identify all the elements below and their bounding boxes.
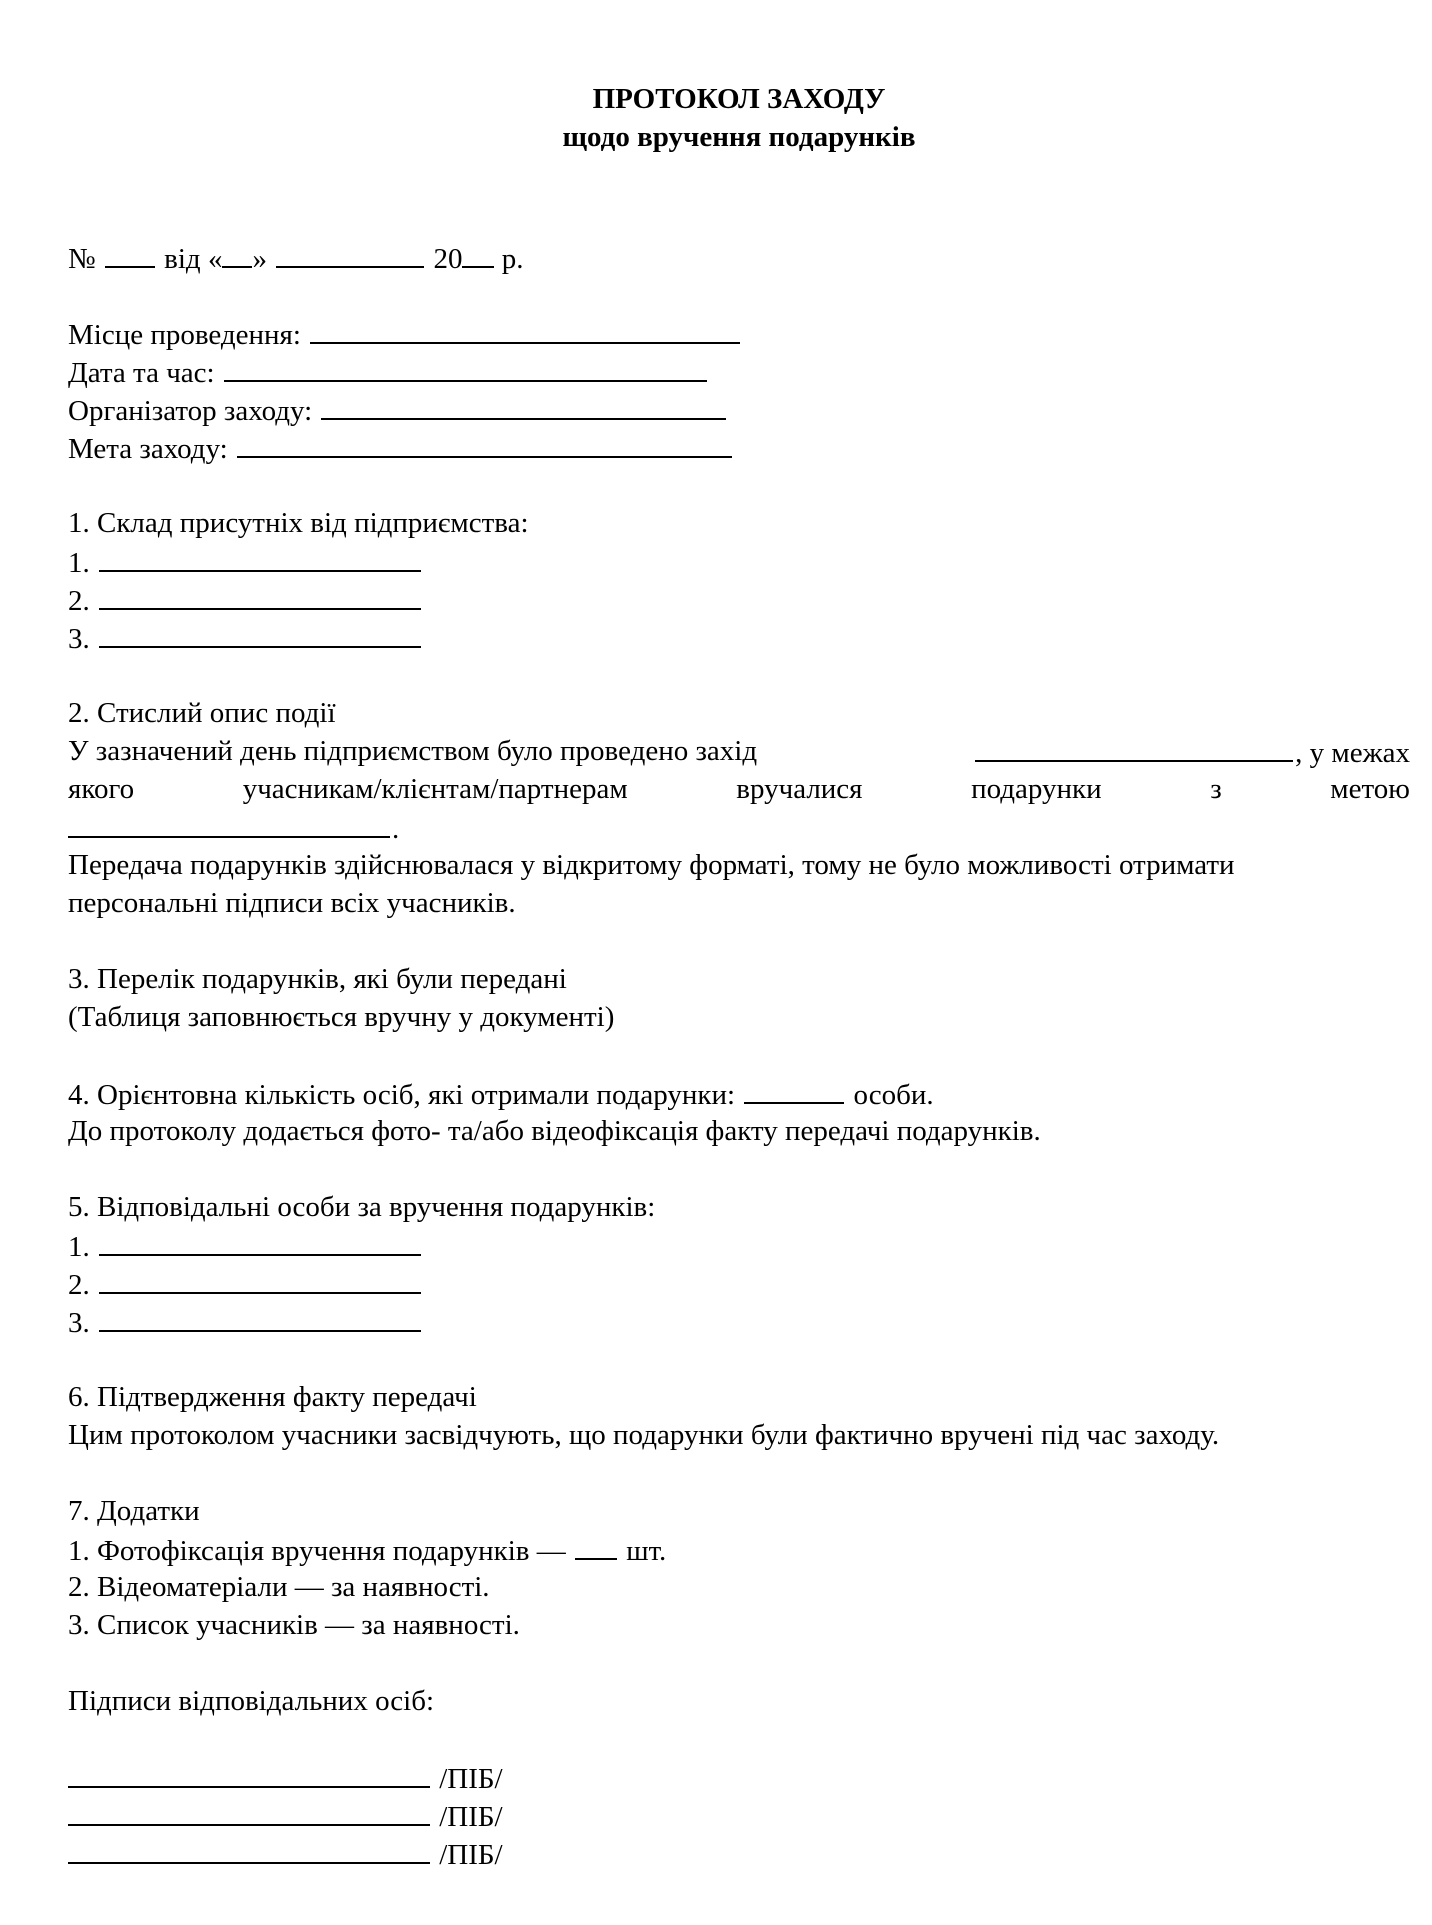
section3-note: (Таблиця заповнюється вручну у документі) bbox=[68, 1001, 615, 1033]
item-number: 2. bbox=[68, 585, 90, 617]
year-prefix: 20 bbox=[433, 243, 463, 275]
section5-item bbox=[68, 1226, 423, 1264]
field-label: Організатор заходу: bbox=[68, 395, 313, 427]
field-organizer bbox=[68, 390, 728, 428]
word: з bbox=[1210, 773, 1222, 805]
attachment-text: шт. bbox=[626, 1535, 667, 1567]
number-blank[interactable] bbox=[105, 238, 155, 268]
photo-count-blank[interactable] bbox=[575, 1530, 617, 1560]
section7-item: 3. Список учасників — за наявності. bbox=[68, 1609, 520, 1641]
signature-label: /ПІБ/ bbox=[439, 1763, 503, 1795]
datetime-blank[interactable] bbox=[224, 352, 707, 382]
year-blank[interactable] bbox=[462, 238, 494, 268]
number-label: № bbox=[68, 243, 96, 275]
attachment-text: 1. Фотофіксація вручення подарунків — bbox=[68, 1535, 566, 1567]
word: якого bbox=[68, 773, 135, 805]
title-block bbox=[68, 80, 1410, 156]
section2-line4: Передача подарунків здійснювалася у відкритому форматі, тому не було можливості отримати bbox=[68, 849, 1235, 881]
section3-heading: 3. Перелік подарунків, які були передані bbox=[68, 963, 567, 995]
section4-text: 4. Орієнтовна кількість осіб, які отримали подарунки: bbox=[68, 1079, 736, 1111]
description-text: , у межах bbox=[1295, 737, 1410, 769]
field-datetime bbox=[68, 352, 709, 390]
section2-line3 bbox=[68, 808, 399, 846]
item-number: 2. bbox=[68, 1269, 90, 1301]
signature-blank[interactable] bbox=[68, 1834, 430, 1864]
purpose-blank[interactable] bbox=[237, 428, 732, 458]
description-text: У зазначений день підприємством було проведено захід bbox=[68, 735, 758, 767]
from-label: від bbox=[164, 243, 201, 275]
section6-text: Цим протоколом учасники засвідчують, що подарунки були фактично вручені під час заходу. bbox=[68, 1419, 1220, 1451]
section4-line bbox=[68, 1074, 934, 1112]
organizer-blank[interactable] bbox=[321, 390, 726, 420]
field-location bbox=[68, 314, 742, 352]
document-subtitle: щодо вручення подарунків bbox=[562, 121, 916, 153]
signatures-heading: Підписи відповідальних осіб: bbox=[68, 1685, 435, 1717]
description-text: . bbox=[392, 813, 400, 845]
section2-line5: персональні підписи всіх учасників. bbox=[68, 887, 516, 919]
item-number: 3. bbox=[68, 1307, 90, 1339]
responsible-blank[interactable] bbox=[99, 1302, 421, 1332]
signature-label: /ПІБ/ bbox=[439, 1839, 503, 1871]
attendee-blank[interactable] bbox=[99, 580, 421, 610]
section6-heading: 6. Підтвердження факту передачі bbox=[68, 1381, 477, 1413]
signature-row bbox=[68, 1758, 503, 1796]
section4-note: До протоколу додається фото- та/або відеофіксація факту передачі подарунків. bbox=[68, 1115, 1041, 1147]
document-title: ПРОТОКОЛ ЗАХОДУ bbox=[592, 83, 886, 115]
day-blank[interactable] bbox=[222, 238, 252, 268]
signature-blank[interactable] bbox=[68, 1796, 430, 1826]
section5-item bbox=[68, 1264, 423, 1302]
year-suffix: р. bbox=[501, 243, 524, 275]
word: подарунки bbox=[971, 773, 1102, 805]
section1-item bbox=[68, 580, 423, 618]
month-blank[interactable] bbox=[276, 238, 424, 268]
field-label: Дата та час: bbox=[68, 357, 215, 389]
responsible-blank[interactable] bbox=[99, 1264, 421, 1294]
section5-item bbox=[68, 1302, 423, 1340]
section2-line1 bbox=[68, 732, 1410, 772]
item-number: 3. bbox=[68, 623, 90, 655]
location-blank[interactable] bbox=[310, 314, 740, 344]
item-number: 1. bbox=[68, 547, 90, 579]
event-blank[interactable] bbox=[975, 732, 1293, 762]
word: метою bbox=[1330, 773, 1410, 805]
signature-label: /ПІБ/ bbox=[439, 1801, 503, 1833]
section1-heading: 1. Склад присутніх від підприємства: bbox=[68, 507, 529, 539]
signature-blank[interactable] bbox=[68, 1758, 430, 1788]
purpose-blank[interactable] bbox=[68, 808, 390, 838]
section7-item bbox=[68, 1530, 666, 1568]
signature-row bbox=[68, 1834, 503, 1872]
section7-item: 2. Відеоматеріали — за наявності. bbox=[68, 1571, 490, 1603]
section7-heading: 7. Додатки bbox=[68, 1495, 200, 1527]
section1-item bbox=[68, 618, 423, 656]
field-label: Місце проведення: bbox=[68, 319, 301, 351]
word: вручалися bbox=[736, 773, 863, 805]
attendee-blank[interactable] bbox=[99, 618, 421, 648]
signature-row bbox=[68, 1796, 503, 1834]
word: учасникам/клієнтам/партнерам bbox=[242, 773, 628, 805]
attendee-blank[interactable] bbox=[99, 542, 421, 572]
close-quote: » bbox=[252, 243, 267, 275]
section2-heading: 2. Стислий опис події bbox=[68, 697, 336, 729]
item-number: 1. bbox=[68, 1231, 90, 1263]
field-label: Мета заходу: bbox=[68, 433, 228, 465]
section5-heading: 5. Відповідальні особи за вручення подарунків: bbox=[68, 1191, 656, 1223]
section4-text: особи. bbox=[853, 1079, 934, 1111]
section1-item bbox=[68, 542, 423, 580]
open-quote: « bbox=[207, 243, 223, 275]
count-blank[interactable] bbox=[744, 1074, 844, 1104]
responsible-blank[interactable] bbox=[99, 1226, 421, 1256]
section2-line2 bbox=[68, 770, 1410, 808]
field-purpose bbox=[68, 428, 734, 466]
number-date-line bbox=[68, 238, 523, 276]
